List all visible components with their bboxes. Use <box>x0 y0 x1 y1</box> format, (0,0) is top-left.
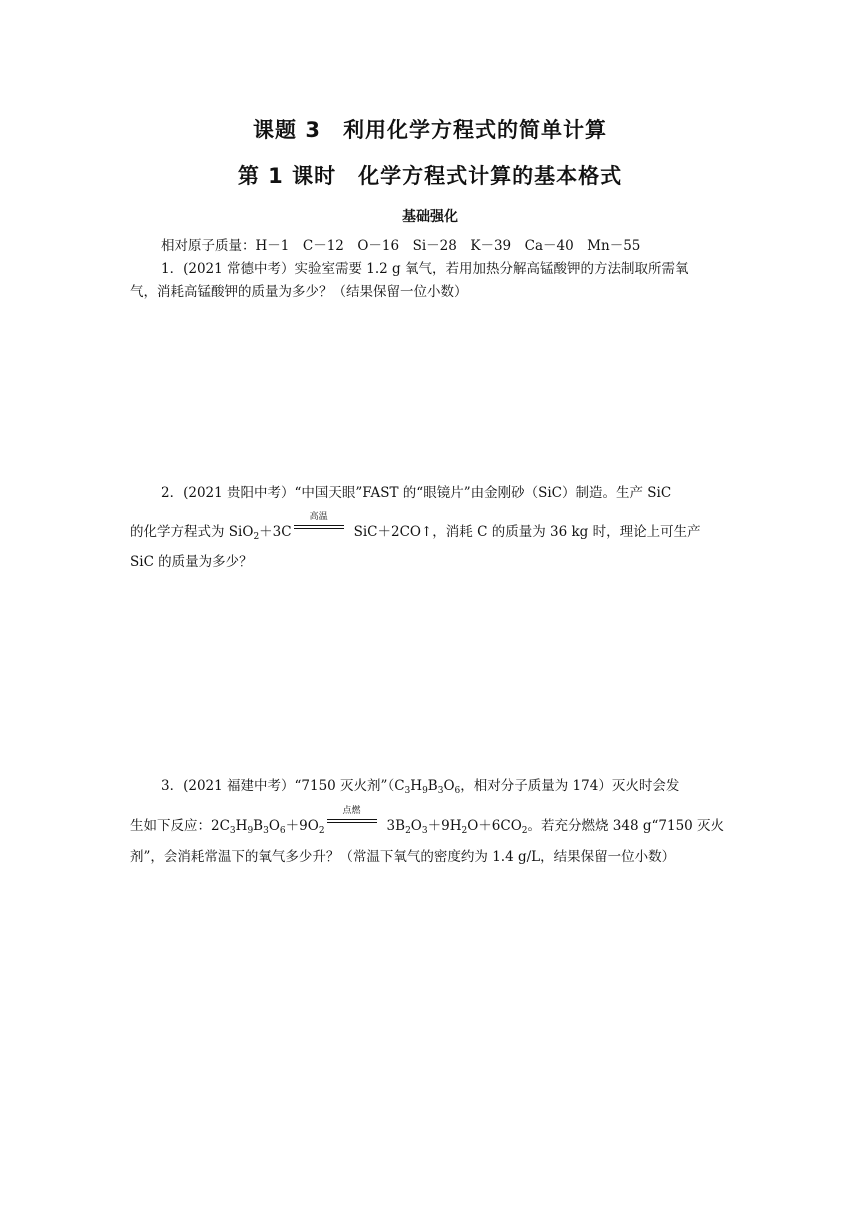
reaction-condition: 点燃 <box>342 806 361 816</box>
section-heading: 基础强化 <box>402 209 458 225</box>
question-2-reactant: ＋3C <box>259 524 292 540</box>
question-2-equation-line <box>130 512 740 546</box>
subscript: 2 <box>318 826 325 836</box>
question-3-equation-line <box>130 806 740 840</box>
subscript: 3 <box>421 826 428 836</box>
reaction-arrow <box>327 806 377 830</box>
q3-text: O <box>410 818 422 834</box>
q3-text: 生如下反应：2C <box>130 818 230 834</box>
q3-text: O <box>268 818 280 834</box>
q3-text: ，相对分子质量为 174）灭火时会发 <box>460 778 680 794</box>
subscript: 3 <box>437 786 444 796</box>
q3-text: ＋9O <box>285 818 319 834</box>
question-2-line-1: 2．(2021 贵阳中考）“中国天眼”FAST 的“眼镜片”由金刚砂（SiC）制造。生产 SiC <box>161 485 672 501</box>
subscript: 3 <box>404 786 411 796</box>
q3-text: ＋9H <box>427 818 462 834</box>
lesson-subtitle: 第 1 课时 化学方程式计算的基本格式 <box>237 164 623 188</box>
reaction-arrow <box>294 512 344 536</box>
subscript: 9 <box>247 826 254 836</box>
subscript: 2 <box>253 532 260 542</box>
q3-text: 。若充分燃烧 348 g“7150 灭火 <box>527 818 725 834</box>
question-3-line-1 <box>161 777 741 800</box>
q3-text: B <box>253 818 264 834</box>
q3-text: 3．(2021 福建中考）“7150 灭火剂”（C <box>161 778 405 794</box>
q3-text: H <box>235 818 248 834</box>
q3-text: 3B <box>386 818 406 834</box>
question-2-line-3: SiC 的质量为多少？ <box>130 554 253 570</box>
atomic-masses: 相对原子质量：H－1 C－12 O－16 Si－28 K－39 Ca－40 Mn－55 <box>161 238 641 254</box>
subscript: 9 <box>422 786 428 796</box>
subscript: 6 <box>279 826 286 836</box>
question-1-line-2: 气，消耗高锰酸钾的质量为多少？（结果保留一位小数） <box>130 284 468 300</box>
subscript: 3 <box>263 826 269 836</box>
q3-text: O <box>443 778 455 794</box>
subscript: 6 <box>454 786 461 796</box>
q3-text: B <box>427 778 438 794</box>
subscript: 2 <box>405 826 411 836</box>
question-1-line-1: 1．(2021 常德中考）实验室需要 1.2 g 氧气，若用加热分解高锰酸钾的方法制取所需氧 <box>161 261 689 277</box>
q3-text: H <box>410 778 423 794</box>
reaction-condition: 高温 <box>309 512 328 522</box>
lesson-title: 课题 3 利用化学方程式的简单计算 <box>253 118 607 142</box>
subscript: 3 <box>229 826 236 836</box>
question-3-line-3: 剂”，会消耗常温下的氧气多少升？（常温下氧气的密度约为 1.4 g/L，结果保留一位小数） <box>130 849 676 865</box>
subscript: 2 <box>521 826 528 836</box>
subscript: 2 <box>461 826 468 836</box>
question-2-equation-suffix: SiC＋2CO↑，消耗 C 的质量为 36 kg 时，理论上可生产 <box>353 524 701 540</box>
q3-text: O＋6CO <box>467 818 522 834</box>
question-2-equation-prefix: 的化学方程式为 SiO <box>130 524 254 540</box>
